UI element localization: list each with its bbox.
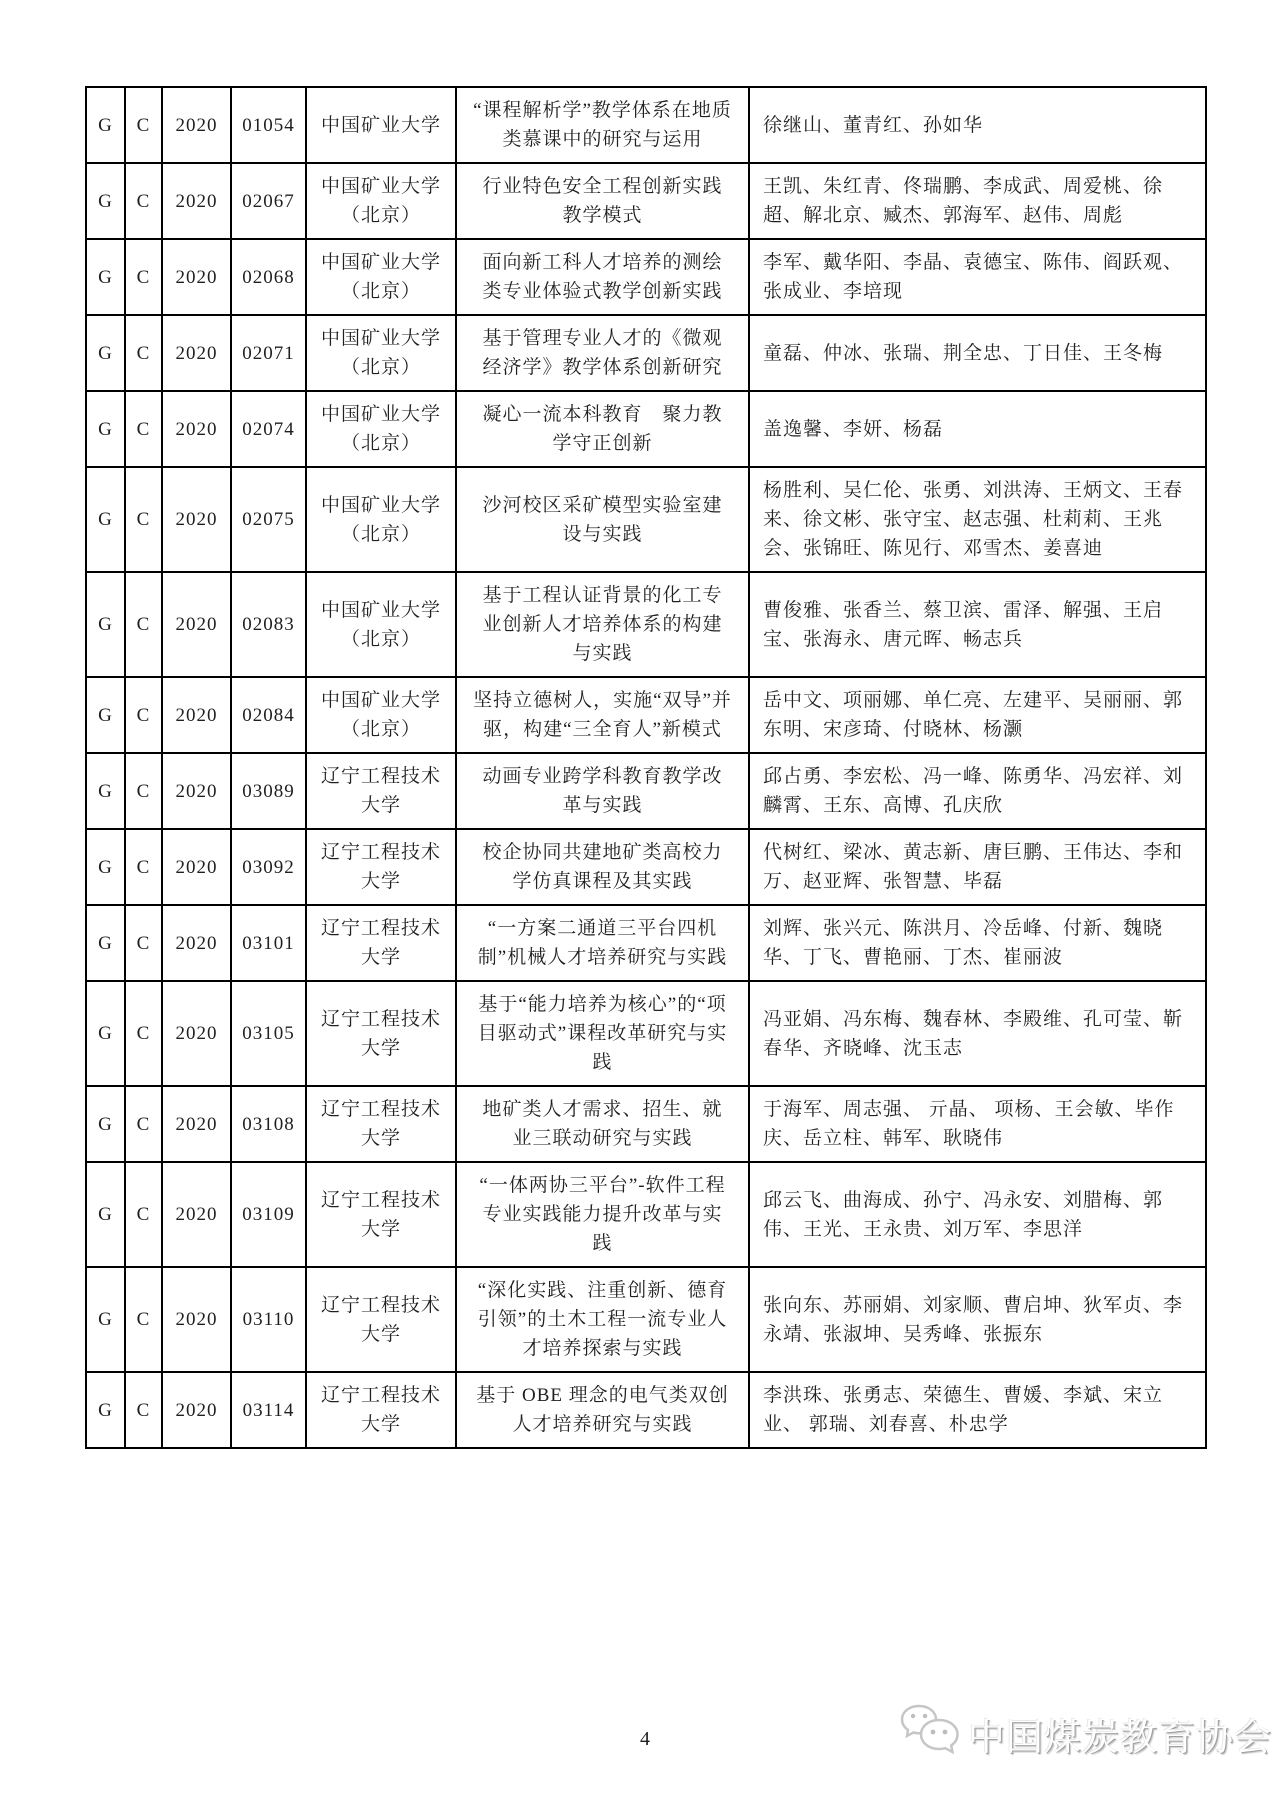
cell-g: G (86, 981, 125, 1086)
cell-title: 凝心一流本科教育 聚力教学守正创新 (456, 391, 749, 467)
cell-members: 刘辉、张兴元、陈洪月、冷岳峰、付新、魏晓华、丁飞、曹艳丽、丁杰、崔丽波 (749, 905, 1206, 981)
table-row (86, 1372, 1206, 1448)
watermark-label: 中国煤炭教育协会 (968, 1718, 1272, 1759)
cell-members: 王凯、朱红青、佟瑞鹏、李成武、周爱桃、徐超、解北京、臧杰、郭海军、赵伟、周彪 (749, 163, 1206, 239)
cell-university: 中国矿业大学（北京） (306, 315, 456, 391)
table-row (86, 572, 1206, 677)
cell-g: G (86, 87, 125, 163)
cell-title: 校企协同共建地矿类高校力学仿真课程及其实践 (456, 829, 749, 905)
table-row (86, 1267, 1206, 1372)
table-row (86, 981, 1206, 1086)
chat-bubbles-icon (898, 1703, 962, 1765)
cell-year: 2020 (162, 163, 231, 239)
cell-c: C (125, 1372, 162, 1448)
cell-g: G (86, 1267, 125, 1372)
cell-code: 03110 (231, 1267, 306, 1372)
cell-members: 于海军、周志强、 亓晶、 项杨、王会敏、毕作庆、岳立柱、韩军、耿晓伟 (749, 1086, 1206, 1162)
cell-code: 03114 (231, 1372, 306, 1448)
cell-university: 中国矿业大学（北京） (306, 391, 456, 467)
association-watermark (898, 1703, 1272, 1765)
table-row (86, 829, 1206, 905)
cell-title: 基于工程认证背景的化工专业创新人才培养体系的构建与实践 (456, 572, 749, 677)
cell-c: C (125, 1267, 162, 1372)
cell-c: C (125, 753, 162, 829)
table-row (86, 391, 1206, 467)
cell-title: 基于“能力培养为核心”的“项目驱动式”课程改革研究与实践 (456, 981, 749, 1086)
cell-members: 李洪珠、张勇志、荣德生、曹媛、李斌、宋立业、 郭瑞、刘春喜、朴忠学 (749, 1372, 1206, 1448)
cell-g: G (86, 753, 125, 829)
cell-year: 2020 (162, 829, 231, 905)
cell-title: 基于 OBE 理念的电气类双创人才培养研究与实践 (456, 1372, 749, 1448)
cell-members: 邱占勇、李宏松、冯一峰、陈勇华、冯宏祥、刘麟霄、王东、高博、孔庆欣 (749, 753, 1206, 829)
cell-university: 中国矿业大学（北京） (306, 677, 456, 753)
cell-title: 面向新工科人才培养的测绘类专业体验式教学创新实践 (456, 239, 749, 315)
cell-code: 03101 (231, 905, 306, 981)
cell-members: 曹俊雅、张香兰、蔡卫滨、雷泽、解强、王启宝、张海永、唐元晖、畅志兵 (749, 572, 1206, 677)
cell-g: G (86, 467, 125, 572)
cell-title: “一方案二通道三平台四机制”机械人才培养研究与实践 (456, 905, 749, 981)
cell-c: C (125, 315, 162, 391)
cell-c: C (125, 239, 162, 315)
cell-members: 邱云飞、曲海成、孙宁、冯永安、刘腊梅、郭伟、王光、王永贵、刘万军、李思洋 (749, 1162, 1206, 1267)
cell-year: 2020 (162, 1267, 231, 1372)
cell-title: 行业特色安全工程创新实践教学模式 (456, 163, 749, 239)
cell-year: 2020 (162, 239, 231, 315)
table-row (86, 677, 1206, 753)
cell-university: 中国矿业大学（北京） (306, 572, 456, 677)
cell-university: 辽宁工程技术大学 (306, 1162, 456, 1267)
cell-year: 2020 (162, 467, 231, 572)
cell-members: 岳中文、项丽娜、单仁亮、左建平、吴丽丽、郭东明、宋彦琦、付晓林、杨灏 (749, 677, 1206, 753)
cell-title: 坚持立德树人，实施“双导”并驱，构建“三全育人”新模式 (456, 677, 749, 753)
cell-g: G (86, 391, 125, 467)
cell-title: “深化实践、注重创新、德育引领”的土木工程一流专业人才培养探索与实践 (456, 1267, 749, 1372)
cell-members: 盖逸馨、李妍、杨磊 (749, 391, 1206, 467)
cell-g: G (86, 315, 125, 391)
cell-code: 03092 (231, 829, 306, 905)
table-row (86, 905, 1206, 981)
cell-c: C (125, 572, 162, 677)
cell-g: G (86, 1086, 125, 1162)
cell-year: 2020 (162, 315, 231, 391)
cell-members: 代树红、梁冰、黄志新、唐巨鹏、王伟达、李和万、赵亚辉、张智慧、毕磊 (749, 829, 1206, 905)
cell-members: 童磊、仲冰、张瑞、荆全忠、丁日佳、王冬梅 (749, 315, 1206, 391)
cell-university: 中国矿业大学（北京） (306, 163, 456, 239)
cell-title: 基于管理专业人才的《微观经济学》教学体系创新研究 (456, 315, 749, 391)
cell-c: C (125, 391, 162, 467)
table-row (86, 87, 1206, 163)
cell-university: 辽宁工程技术大学 (306, 829, 456, 905)
cell-year: 2020 (162, 87, 231, 163)
cell-year: 2020 (162, 1162, 231, 1267)
cell-year: 2020 (162, 905, 231, 981)
cell-university: 辽宁工程技术大学 (306, 905, 456, 981)
cell-g: G (86, 239, 125, 315)
cell-year: 2020 (162, 391, 231, 467)
cell-c: C (125, 467, 162, 572)
cell-university: 辽宁工程技术大学 (306, 981, 456, 1086)
cell-code: 03089 (231, 753, 306, 829)
cell-code: 02075 (231, 467, 306, 572)
cell-c: C (125, 163, 162, 239)
cell-g: G (86, 677, 125, 753)
cell-g: G (86, 572, 125, 677)
cell-c: C (125, 1086, 162, 1162)
cell-title: 动画专业跨学科教育教学改革与实践 (456, 753, 749, 829)
cell-members: 冯亚娟、冯东梅、魏春林、李殿维、孔可莹、靳春华、齐晓峰、沈玉志 (749, 981, 1206, 1086)
cell-c: C (125, 981, 162, 1086)
cell-c: C (125, 677, 162, 753)
cell-title: 沙河校区采矿模型实验室建设与实践 (456, 467, 749, 572)
cell-code: 02083 (231, 572, 306, 677)
cell-code: 03109 (231, 1162, 306, 1267)
cell-university: 中国矿业大学 (306, 87, 456, 163)
cell-g: G (86, 1372, 125, 1448)
cell-c: C (125, 829, 162, 905)
cell-code: 03108 (231, 1086, 306, 1162)
cell-g: G (86, 829, 125, 905)
cell-g: G (86, 163, 125, 239)
award-table-body (86, 87, 1206, 1448)
cell-g: G (86, 1162, 125, 1267)
cell-university: 辽宁工程技术大学 (306, 753, 456, 829)
cell-university: 中国矿业大学（北京） (306, 467, 456, 572)
cell-year: 2020 (162, 981, 231, 1086)
cell-year: 2020 (162, 677, 231, 753)
cell-members: 徐继山、董青红、孙如华 (749, 87, 1206, 163)
table-row (86, 163, 1206, 239)
cell-code: 02071 (231, 315, 306, 391)
table-row (86, 239, 1206, 315)
cell-c: C (125, 87, 162, 163)
cell-title: “课程解析学”教学体系在地质类慕课中的研究与运用 (456, 87, 749, 163)
cell-code: 01054 (231, 87, 306, 163)
cell-g: G (86, 905, 125, 981)
table-row (86, 1162, 1206, 1267)
page-number: 4 (640, 1728, 650, 1750)
cell-members: 杨胜利、吴仁伦、张勇、刘洪涛、王炳文、王春来、徐文彬、张守宝、赵志强、杜莉莉、王兆会、张锦旺、陈见行、邓雪杰、姜喜迪 (749, 467, 1206, 572)
cell-members: 李军、戴华阳、李晶、袁德宝、陈伟、阎跃观、张成业、李培现 (749, 239, 1206, 315)
cell-code: 02074 (231, 391, 306, 467)
cell-code: 03105 (231, 981, 306, 1086)
cell-university: 辽宁工程技术大学 (306, 1372, 456, 1448)
cell-university: 辽宁工程技术大学 (306, 1267, 456, 1372)
cell-university: 中国矿业大学（北京） (306, 239, 456, 315)
cell-c: C (125, 905, 162, 981)
table-row (86, 467, 1206, 572)
cell-year: 2020 (162, 1372, 231, 1448)
table-row (86, 315, 1206, 391)
cell-code: 02068 (231, 239, 306, 315)
cell-members: 张向东、苏丽娟、刘家顺、曹启坤、狄军贞、李永靖、张淑坤、吴秀峰、张振东 (749, 1267, 1206, 1372)
cell-c: C (125, 1162, 162, 1267)
cell-code: 02084 (231, 677, 306, 753)
table-row (86, 753, 1206, 829)
table-row (86, 1086, 1206, 1162)
award-project-table (85, 86, 1207, 1449)
cell-title: “一体两协三平台”-软件工程专业实践能力提升改革与实践 (456, 1162, 749, 1267)
cell-university: 辽宁工程技术大学 (306, 1086, 456, 1162)
cell-title: 地矿类人才需求、招生、就业三联动研究与实践 (456, 1086, 749, 1162)
cell-year: 2020 (162, 753, 231, 829)
cell-year: 2020 (162, 572, 231, 677)
cell-year: 2020 (162, 1086, 231, 1162)
cell-code: 02067 (231, 163, 306, 239)
